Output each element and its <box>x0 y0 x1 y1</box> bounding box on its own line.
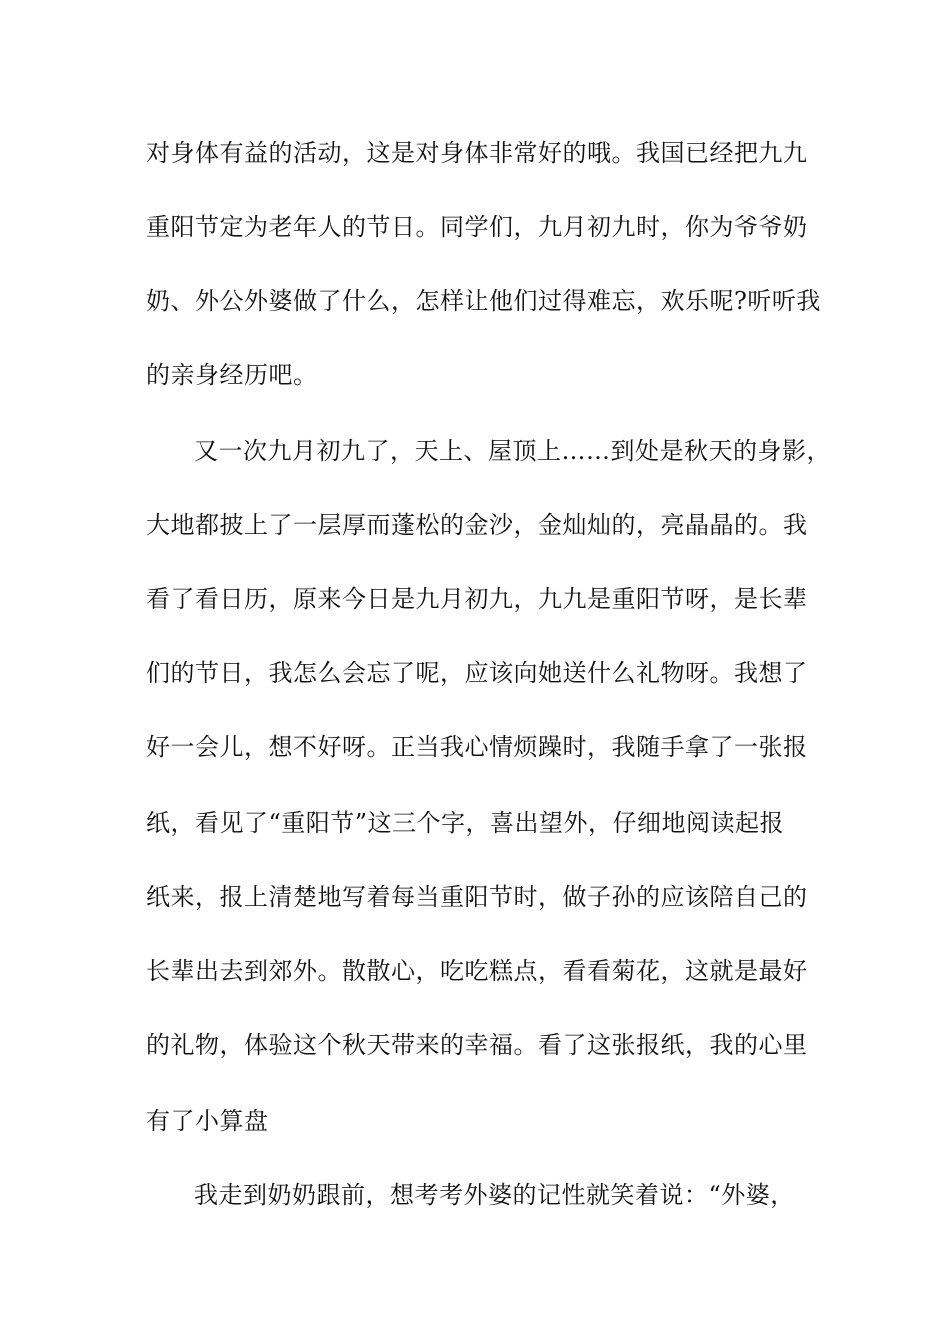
text-line: 们的节日，我怎么会忘了呢，应该向她送什么礼物呀。我想了 <box>146 659 808 687</box>
text-line: 有了小算盘 <box>146 1107 269 1135</box>
text-line: 长辈出去到郊外。散散心，吃吃糕点，看看菊花，这就是最好 <box>146 957 808 985</box>
text-line: 的礼物，体验这个秋天带来的幸福。看了这张报纸，我的心里 <box>146 1031 808 1059</box>
text-line: 奶、外公外婆做了什么，怎样让他们过得难忘，欢乐呢?听听我 <box>146 287 821 315</box>
text-line: 的亲身经历吧。 <box>146 361 318 389</box>
text-line: 纸，看见了“重阳节”这三个字，喜出望外，仔细地阅读起报 <box>146 809 785 837</box>
text-line: 看了看日历，原来今日是九月初九，九九是重阳节呀，是长辈 <box>146 585 808 613</box>
text-line: 纸来，报上清楚地写着每当重阳节时，做子孙的应该陪自己的 <box>146 883 808 911</box>
text-line: 我走到奶奶跟前，想考考外婆的记性就笑着说：“外婆， <box>194 1181 795 1209</box>
text-line: 大地都披上了一层厚而蓬松的金沙，金灿灿的，亮晶晶的。我 <box>146 511 808 539</box>
text-line: 重阳节定为老年人的节日。同学们，九月初九时，你为爷爷奶 <box>146 213 808 241</box>
text-line: 对身体有益的活动，这是对身体非常好的哦。我国已经把九九 <box>146 139 808 167</box>
text-line: 好一会儿，想不好呀。正当我心情烦躁时，我随手拿了一张报 <box>146 733 808 761</box>
text-line: 又一次九月初九了，天上、屋顶上……到处是秋天的身影， <box>194 437 831 465</box>
